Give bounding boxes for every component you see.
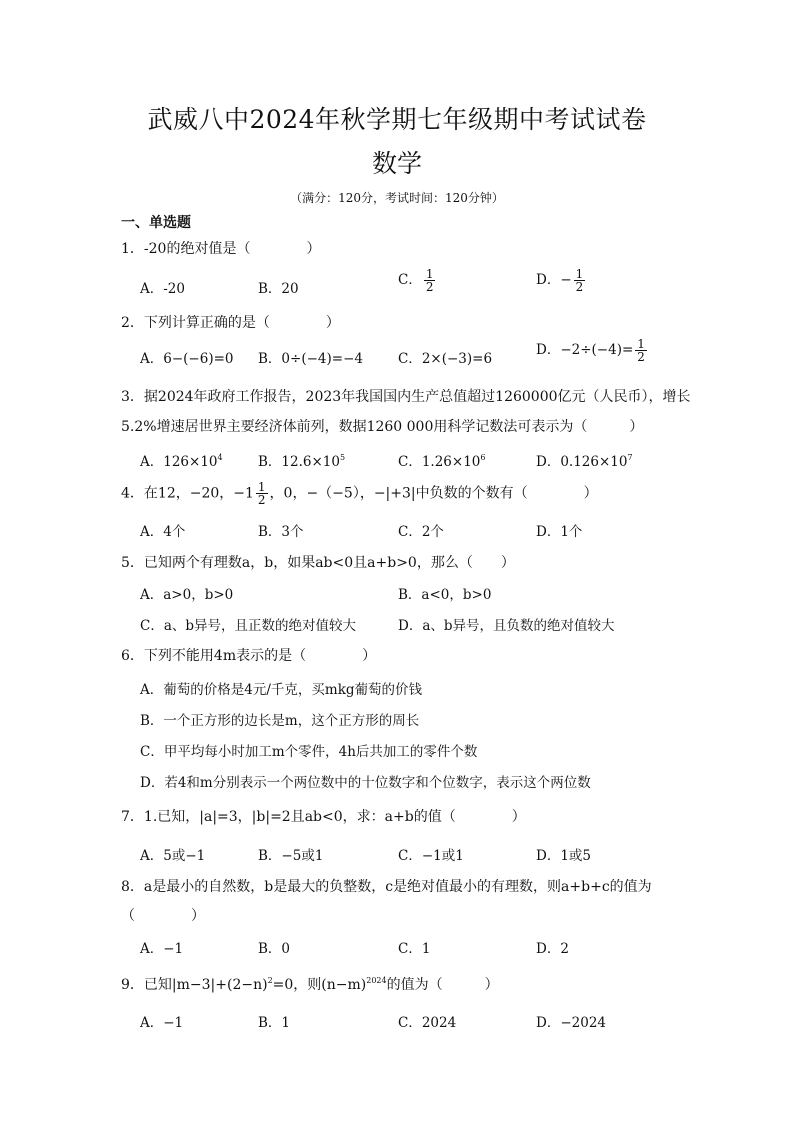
- question-7-option-b: B．−5或1: [258, 848, 324, 864]
- fraction-numerator: 1: [257, 480, 266, 494]
- option-text: A．126×10: [140, 454, 218, 470]
- stem-part: 4．在12，−20，−1: [121, 485, 254, 502]
- question-8-option-d: D．2: [536, 941, 569, 957]
- question-7-option-a: A．5或−1: [140, 848, 206, 864]
- exponent: 7: [627, 453, 633, 462]
- question-5-stem: 5．已知两个有理数a，b，如果ab<0且a+b>0，那么（ ）: [121, 555, 515, 571]
- fraction-denominator: 2: [575, 280, 584, 294]
- question-9-stem: [121, 974, 499, 994]
- question-1-option-a: A．-20: [140, 281, 185, 297]
- question-2-option-a: A．6−(−6)=0: [140, 351, 234, 367]
- stem-part: =0，则(n−m): [272, 977, 367, 993]
- question-7-stem: 7．1.已知，|a|=3，|b|=2且ab<0，求：a+b的值（ ）: [121, 809, 526, 825]
- question-3-option-b: [258, 450, 345, 470]
- fraction: [635, 338, 647, 363]
- stem-part: 的值为（ ）: [386, 977, 499, 993]
- question-9-option-d: D．−2024: [536, 1015, 606, 1031]
- fraction-numerator: 1: [425, 267, 434, 281]
- fraction-denominator: 2: [637, 350, 645, 364]
- section-heading: 一、单选题: [121, 215, 191, 231]
- question-8-stem-line2: （ ）: [121, 908, 205, 924]
- option-label: D．−2÷(−4)=: [536, 342, 634, 358]
- fraction: [256, 481, 268, 506]
- question-2-option-b: B．0÷(−4)=−4: [258, 351, 363, 367]
- option-text: D．0.126×10: [536, 454, 628, 470]
- exponent: 4: [217, 453, 223, 462]
- question-3-option-a: [140, 450, 223, 470]
- question-1-option-d: [536, 268, 587, 293]
- option-text: C．1.26×10: [398, 454, 481, 470]
- question-4-option-c: C．2个: [398, 524, 444, 540]
- exponent: 5: [339, 453, 346, 462]
- question-1-option-b: B．20: [258, 281, 299, 297]
- stem-part: 9．已知|m−3|+(2−n): [121, 977, 268, 993]
- question-3-option-c: [398, 450, 485, 470]
- exam-title: 武威八中2024年秋学期七年级期中考试试卷: [147, 105, 647, 134]
- fraction: [424, 268, 436, 293]
- exponent: 2024: [366, 976, 387, 985]
- exam-note: （满分：120分，考试时间：120分钟）: [290, 191, 504, 205]
- question-4-option-b: B．3个: [258, 524, 304, 540]
- question-3-stem-line1: 3．据2024年政府工作报告，2023年我国国内生产总值超过1260000亿元（人民币），增长: [121, 389, 691, 405]
- question-7-option-c: C．−1或1: [398, 848, 464, 864]
- question-5-option-b: B．a<0，b>0: [398, 587, 492, 603]
- question-4-option-d: D．1个: [536, 524, 583, 540]
- exponent: 2: [267, 976, 273, 985]
- option-text: B．12.6×10: [258, 454, 340, 470]
- question-2-stem: 2．下列计算正确的是（ ）: [121, 315, 340, 331]
- question-9-option-a: A．−1: [140, 1015, 184, 1031]
- question-6-option-c: C．甲平均每小时加工m个零件，4h后共加工的零件个数: [140, 744, 478, 760]
- fraction-denominator: 2: [257, 493, 266, 507]
- question-8-option-a: A．−1: [140, 941, 184, 957]
- question-6-stem: 6．下列不能用4m表示的是（ ）: [121, 648, 377, 664]
- question-4-stem: [121, 481, 598, 506]
- question-4-option-a: A．4个: [140, 524, 186, 540]
- exponent: 6: [480, 453, 486, 462]
- option-label: C．: [398, 272, 422, 288]
- fraction-denominator: 2: [425, 280, 434, 294]
- question-9-option-b: B．1: [258, 1015, 291, 1031]
- question-8-option-b: B．0: [258, 941, 291, 957]
- question-5-option-a: A．a>0，b>0: [140, 587, 234, 603]
- question-6-option-b: B．一个正方形的边长是m，这个正方形的周长: [140, 713, 420, 729]
- fraction: [574, 268, 586, 293]
- question-9-option-c: C．2024: [398, 1015, 457, 1031]
- question-1-stem: 1．-20的绝对值是（ ）: [121, 241, 321, 257]
- question-2-option-d: [536, 338, 649, 363]
- fraction-numerator: 1: [637, 337, 645, 351]
- fraction-numerator: 1: [575, 267, 584, 281]
- question-1-option-c: [398, 268, 437, 293]
- question-2-option-c: C．2×(−3)=6: [398, 351, 493, 367]
- question-7-option-d: D．1或5: [536, 848, 592, 864]
- stem-part: ，0，−（−5），−|+3|中负数的个数有（ ）: [269, 485, 598, 502]
- question-5-option-c: C．a、b异号，且正数的绝对值较大: [140, 618, 357, 634]
- question-8-option-c: C．1: [398, 941, 431, 957]
- question-8-stem-line1: 8．a是最小的自然数，b是最大的负整数，c是绝对值最小的有理数，则a+b+c的值为: [121, 879, 652, 895]
- exam-subject: 数学: [371, 149, 422, 178]
- question-3-stem-line2: 5.2%增速居世界主要经济体前列，数据1260 000用科学记数法可表示为（ ）: [121, 419, 644, 435]
- question-6-option-d: D．若4和m分别表示一个两位数中的十位数字和个位数字，表示这个两位数: [140, 775, 591, 791]
- question-3-option-d: [536, 450, 633, 470]
- option-label: D．−: [536, 272, 572, 288]
- question-5-option-d: D．a、b异号，且负数的绝对值较大: [398, 618, 615, 634]
- question-6-option-a: A．葡萄的价格是4元/千克，买mkg葡萄的价钱: [140, 682, 423, 698]
